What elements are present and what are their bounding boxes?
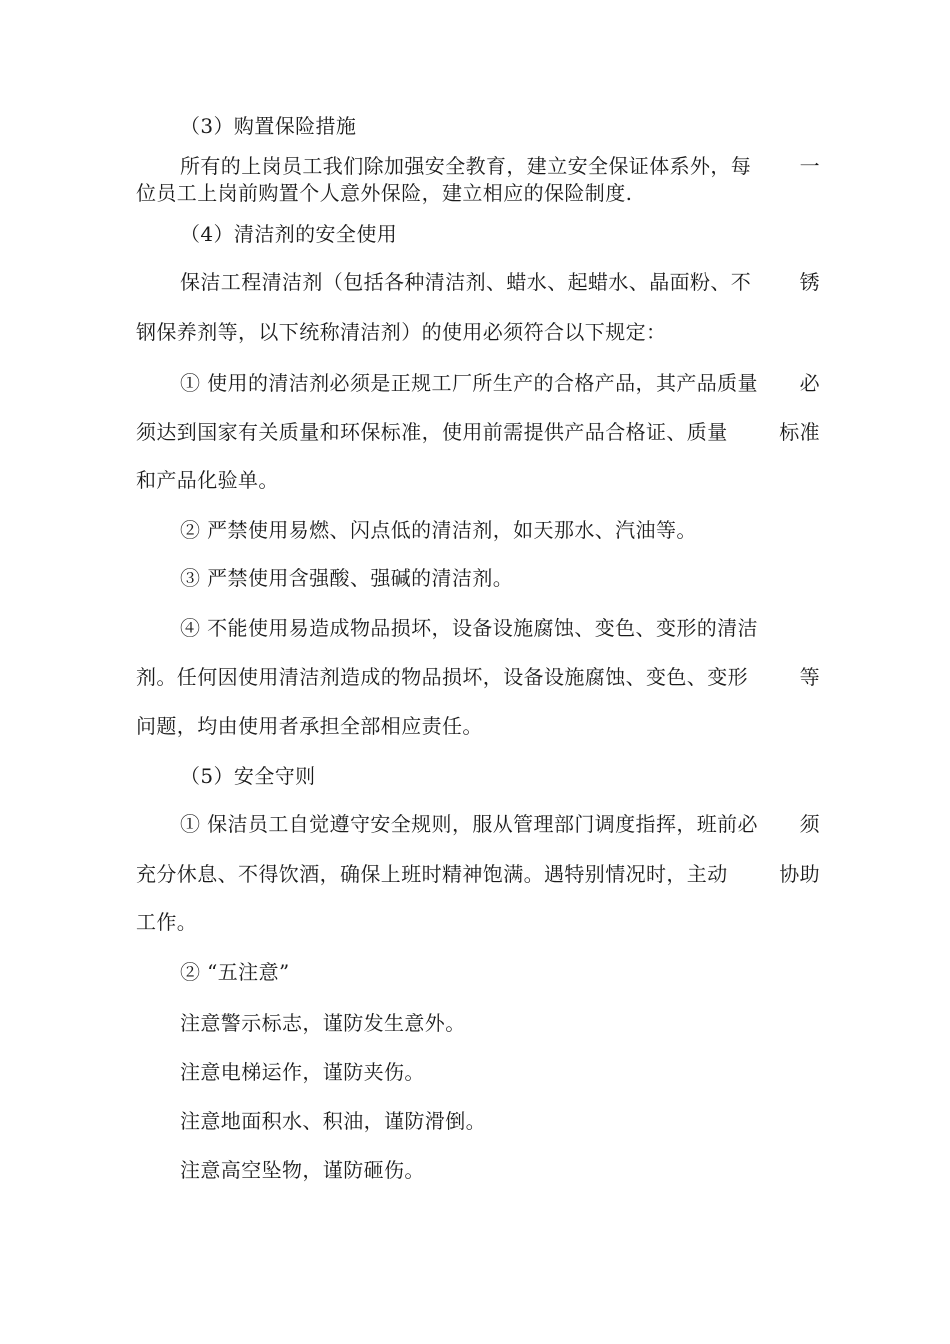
- rule-1-line-3: 工作。: [136, 910, 198, 934]
- paragraph-3-line-1-text: 所有的上岗员工我们除加强安全教育，建立安全保证体系外，每: [180, 154, 752, 178]
- item-4-line-2: [136, 665, 820, 689]
- item-4-line-3: 问题，均由使用者承担全部相应责任。: [136, 714, 483, 738]
- item-4-line-2-text: 剂。任何因使用清洁剂造成的物品损坏，设备设施腐蚀、变色、变形: [136, 665, 748, 689]
- section-heading-5: （5）安全守则: [180, 764, 316, 788]
- item-1-line-1-text: ① 使用的清洁剂必须是正规工厂所生产的合格产品，其产品质量: [180, 371, 758, 395]
- rule-1-line-2-end: 协助: [779, 862, 820, 886]
- section-heading-3: （3）购置保险措施: [180, 114, 357, 138]
- item-1-line-2-text: 须达到国家有关质量和环保标准，使用前需提供产品合格证、质量: [136, 420, 728, 444]
- section-heading-4: （4）清洁剂的安全使用: [180, 222, 398, 246]
- rule-1-line-1-text: ① 保洁员工自觉遵守安全规则，服从管理部门调度指挥，班前必: [180, 812, 758, 836]
- paragraph-3-line-2: 位员工上岗前购置个人意外保险，建立相应的保险制度.: [136, 181, 633, 205]
- item-1-line-2: [136, 420, 820, 444]
- paragraph-4-line-1: [180, 270, 820, 294]
- paragraph-4-line-1-end: 锈: [799, 270, 820, 294]
- rule-1-line-1: [180, 812, 820, 836]
- rule-1-line-2-text: 充分休息、不得饮酒，确保上班时精神饱满。遇特别情况时，主动: [136, 862, 728, 886]
- item-3: ③ 严禁使用含强酸、强碱的清洁剂。: [180, 566, 514, 590]
- rule-1-line-2: [136, 862, 820, 886]
- item-2: ② 严禁使用易燃、闪点低的清洁剂，如天那水、汽油等。: [180, 518, 697, 542]
- attention-item-3: 注意地面积水、积油，谨防滑倒。: [180, 1109, 486, 1133]
- paragraph-3-line-1-end: 一: [799, 154, 820, 178]
- paragraph-3-line-1: [180, 154, 820, 178]
- attention-item-4: 注意高空坠物，谨防砸伤。: [180, 1158, 425, 1182]
- rule-2-title: ② “五注意”: [180, 960, 290, 984]
- item-1-line-1-end: 必: [799, 371, 820, 395]
- item-1-line-2-end: 标准: [779, 420, 820, 444]
- attention-item-1: 注意警示标志，谨防发生意外。: [180, 1011, 466, 1035]
- rule-1-line-1-end: 须: [799, 812, 820, 836]
- item-4-line-2-end: 等: [799, 665, 820, 689]
- attention-item-2: 注意电梯运作，谨防夹伤。: [180, 1060, 425, 1084]
- item-1-line-3: 和产品化验单。: [136, 468, 279, 492]
- item-4-line-1: ④ 不能使用易造成物品损坏，设备设施腐蚀、变色、变形的清洁: [180, 616, 758, 640]
- paragraph-4-line-2: 钢保养剂等，以下统称清洁剂）的使用必须符合以下规定：: [136, 320, 667, 344]
- paragraph-4-line-1-text: 保洁工程清洁剂（包括各种清洁剂、蜡水、起蜡水、晶面粉、不: [180, 270, 752, 294]
- item-1-line-1: [180, 371, 820, 395]
